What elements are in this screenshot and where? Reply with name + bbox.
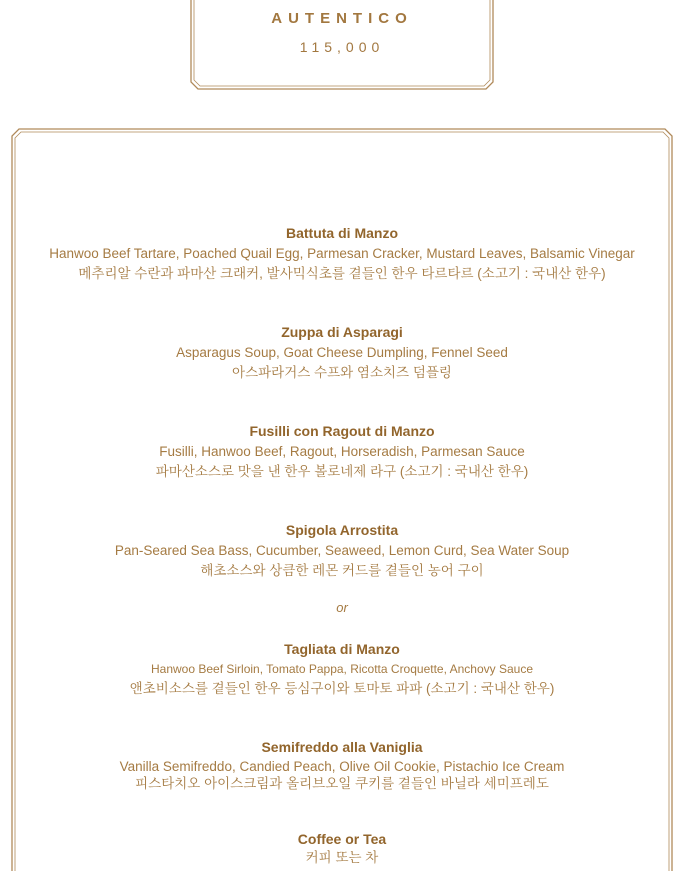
course-name: Coffee or Tea bbox=[297, 831, 387, 847]
course-description-english: Hanwoo Beef Tartare, Poached Quail Egg, Parmesan Cracker, Mustard Leaves, Balsamic Vinegar bbox=[49, 246, 635, 261]
course-name: Spigola Arrostita bbox=[285, 522, 399, 538]
course-name: Semifreddo alla Vaniglia bbox=[261, 739, 423, 755]
course-description-english: Fusilli, Hanwoo Beef, Ragout, Horseradish, Parmesan Sauce bbox=[159, 444, 525, 459]
course-description-korean: 피스타치오 아이스크림과 올리브오일 쿠키를 곁들인 바닐라 세미프레도 bbox=[135, 776, 549, 791]
course-description-korean: 아스파라거스 수프와 염소치즈 덤플링 bbox=[232, 365, 452, 380]
course-name: Fusilli con Ragout di Manzo bbox=[249, 423, 435, 439]
course-description-korean: 커피 또는 차 bbox=[305, 850, 379, 865]
course-description-english: Hanwoo Beef Sirloin, Tomato Pappa, Ricotta Croquette, Anchovy Sauce bbox=[150, 662, 533, 676]
course-name: Zuppa di Asparagi bbox=[281, 324, 403, 340]
course-description-english: Pan-Seared Sea Bass, Cucumber, Seaweed, Lemon Curd, Sea Water Soup bbox=[114, 543, 570, 558]
course-7 bbox=[11, 829, 673, 867]
course-description-english: Vanilla Semifreddo, Candied Peach, Olive Oil Cookie, Pistachio Ice Cream bbox=[119, 759, 565, 774]
course-5 bbox=[11, 639, 673, 699]
course-2 bbox=[11, 322, 673, 383]
menu-price: 115,000 bbox=[299, 39, 385, 55]
course-description-english: Asparagus Soup, Goat Cheese Dumpling, Fennel Seed bbox=[176, 345, 508, 360]
course-6 bbox=[11, 737, 673, 792]
course-name: Tagliata di Manzo bbox=[284, 641, 400, 657]
menu-header-box bbox=[190, 0, 494, 90]
course-3 bbox=[11, 421, 673, 482]
course-1 bbox=[11, 223, 673, 284]
course-description-korean: 해초소스와 상큼한 레몬 커드를 곁들인 농어 구이 bbox=[200, 563, 484, 578]
menu-title: AUTENTICO bbox=[271, 10, 413, 27]
course-name: Battuta di Manzo bbox=[286, 225, 398, 241]
course-separator-or: or bbox=[336, 600, 348, 615]
course-description-korean: 앤초비소스를 곁들인 한우 등심구이와 토마토 파파 (소고기 : 국내산 한우) bbox=[129, 681, 555, 696]
course-4 bbox=[11, 520, 673, 581]
course-description-korean: 파마산소스로 맛을 낸 한우 볼로네제 라구 (소고기 : 국내산 한우) bbox=[155, 464, 529, 479]
course-description-korean: 메추리알 수란과 파마산 크래커, 발사믹식초를 곁들인 한우 타르타르 (소고기 : 국내산 한우) bbox=[78, 266, 606, 281]
